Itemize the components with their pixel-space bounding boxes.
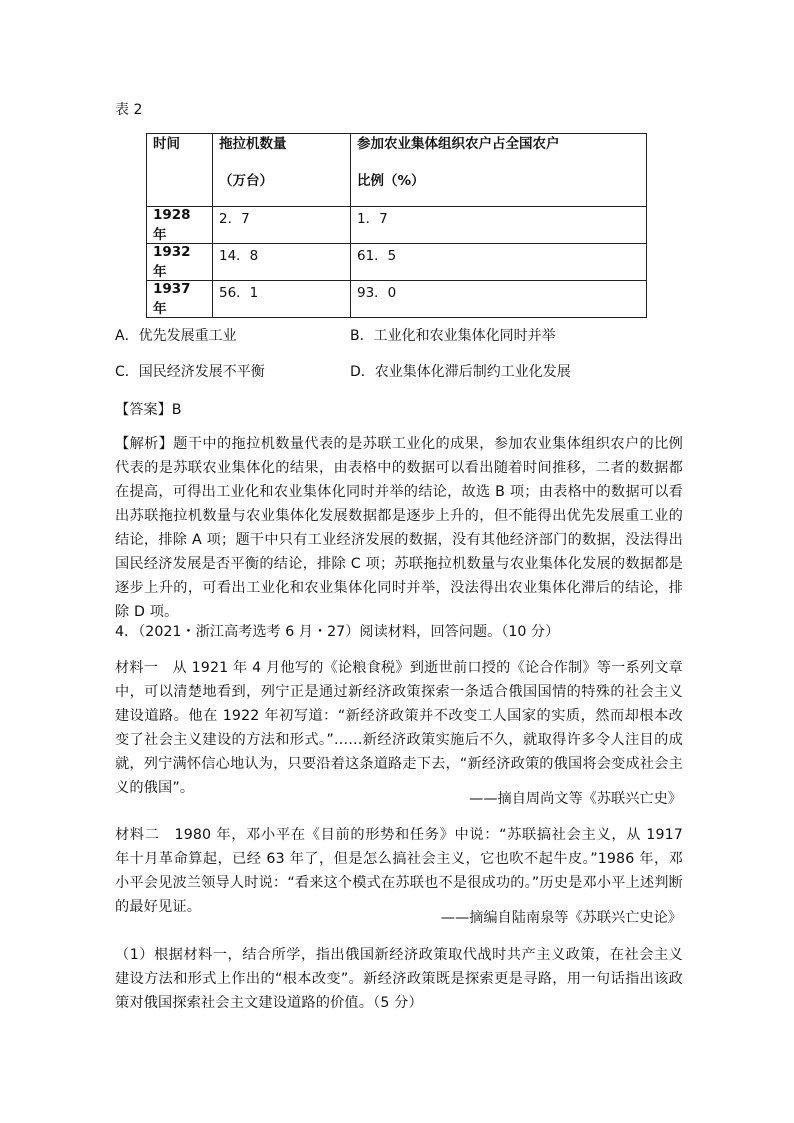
option-a: A．优先发展重工业: [115, 328, 237, 344]
table-cell-ratio: 1．7: [351, 207, 647, 244]
header-cell-tractors: 拖拉机数量 （万台）: [213, 134, 351, 207]
option-d: D．农业集体化滞后制约工业化发展: [350, 364, 571, 380]
table-row: [147, 207, 647, 244]
table-cell-year: 1937 年: [147, 281, 213, 318]
table-cell-tractors: 14．8: [213, 244, 351, 281]
answer-line: 【答案】B: [115, 402, 182, 418]
header-cell-ratio: 参加农业集体组织农户占全国农户 比例（%）: [351, 134, 647, 207]
material-1-source: ——摘自周尚文等《苏联兴亡史》: [469, 791, 682, 807]
table-cell-ratio: 93．0: [351, 281, 647, 318]
data-table: [146, 133, 647, 318]
table-row: [147, 281, 647, 318]
table-cell-ratio: 61．5: [351, 244, 647, 281]
table-cell-year: 1928 年: [147, 207, 213, 244]
table-header-row: [147, 134, 647, 207]
analysis-paragraph: 【解析】题干中的拖拉机数量代表的是苏联工业化的成果，参加农业集体组织农户的比例代表的是苏联农业集体化的结果，由表格中的数据可以看出随着时间推移，二者的数据都在提高，可得出工业化和农业集体化同时并举的结论，故选 B 项；由表格中的数据可以看出苏联拖拉机数量与农业集体化发展数据都是逐步上升的，但不能得出优先发展重工业的结论，排除 A 项；题干中只有工业经济发展的数据，没有其他经济部门的数据，没法得出国民经济发展是否平衡的结论，排除 C 项；苏联拖拉机数量与农业集体化发展的数据都是逐步上升的，可看出工业化和农业集体化同时并举，没法得出农业集体化滞后的结论，排除 D 项。: [115, 436, 683, 620]
sub-question-1: （1）根据材料一，结合所学，指出俄国新经济政策取代战时共产主义政策，在社会主义建设方法和形式上作出的“根本改变”。新经济政策既是探索更是寻路，用一句话指出该政策对俄国探索社会主文建设道路的价值。（5 分）: [115, 947, 683, 1011]
table-cell-year: 1932 年: [147, 244, 213, 281]
table-row: [147, 244, 647, 281]
material-1-paragraph: 材料一 从 1921 年 4 月他写的《论粮食税》到逝世前口授的《论合作制》等一系列文章中，可以清楚地看到，列宁正是通过新经济政策探索一条适合俄国国情的特殊的社会主义建设道路。他在 1922 年初写道：“新经济政策并不改变工人国家的实质，然而却根本改变了社会主义建设的方法和形式。”……新经济政策实施后不久，就取得许多令人注目的成就，列宁满怀信心地认为，只要沿着这条道路走下去，“新经济政策的俄国将会变成社会主义的俄国”。: [115, 660, 683, 796]
material-2-source: ——摘编自陆南泉等《苏联兴亡史论》: [440, 910, 682, 926]
option-b: B．工业化和农业集体化同时并举: [350, 328, 556, 344]
option-c: C．国民经济发展不平衡: [115, 364, 265, 380]
table-cell-tractors: 56．1: [213, 281, 351, 318]
material-2-paragraph: 材料二 1980 年，邓小平在《目前的形势和任务》中说：“苏联搞社会主义，从 1917 年十月革命算起，已经 63 年了，但是怎么搞社会主义，它也吹不起牛皮。”1986 年，邓小平会见波兰领导人时说：“看来这个模式在苏联也不是很成功的。”历史是邓小平上述判断的最好见证。: [115, 827, 683, 915]
question-4-title: 4．（2021・浙江高考选考 6 月・27）阅读材料，回答问题。（10 分）: [115, 624, 560, 640]
table-cell-tractors: 2．7: [213, 207, 351, 244]
header-cell-time: 时间: [147, 134, 213, 207]
table-caption: 表 2: [115, 102, 143, 118]
